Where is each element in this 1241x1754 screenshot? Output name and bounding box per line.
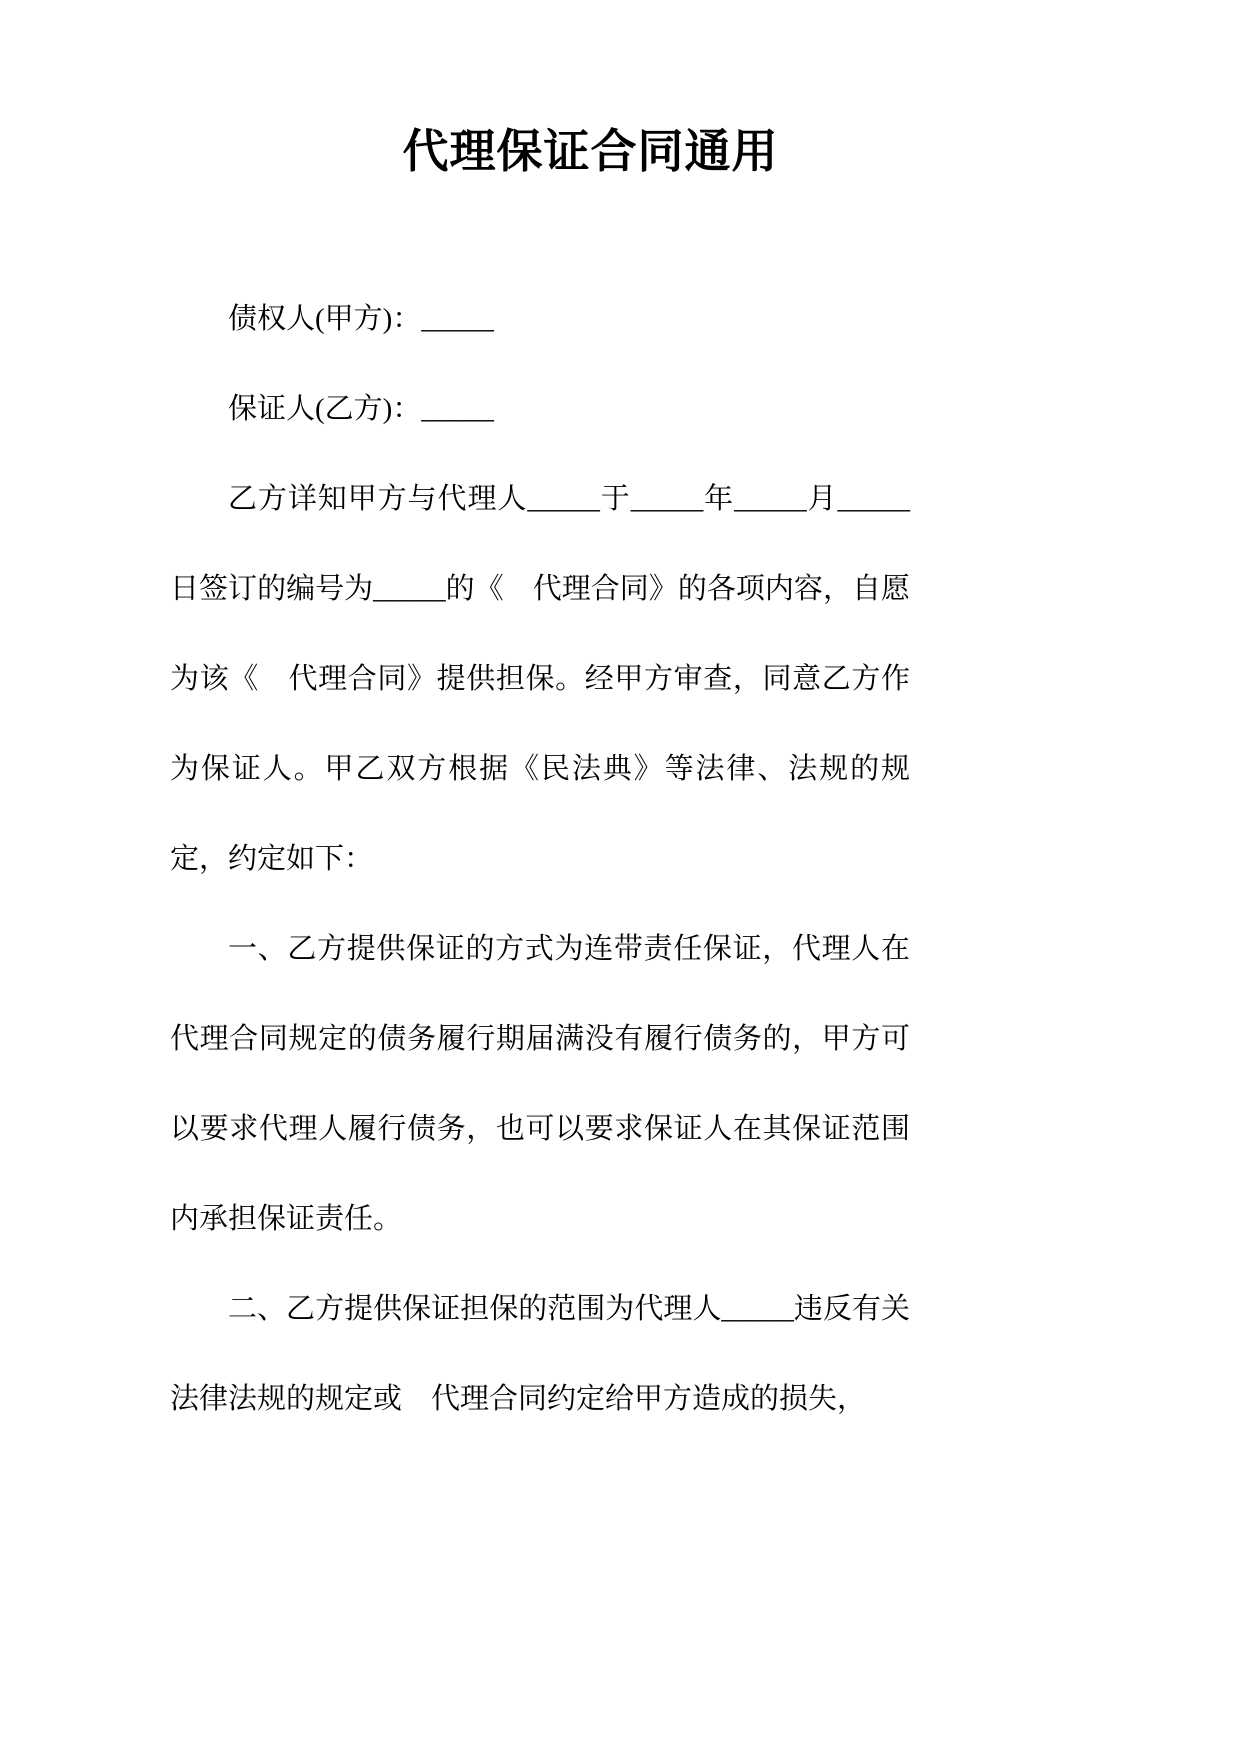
paragraph-preamble: 乙方详知甲方与代理人_____于_____年_____月_____日签订的编号为_____的《 代理合同》的各项内容，自愿为该《 代理合同》提供担保。经甲方审查，同意乙方作为保证人。甲乙双方根据《民法典》等法律、法规的规定，约定如下： (170, 482, 910, 875)
paragraph-guarantor-party-b: 保证人(乙方)：_____ (228, 392, 494, 425)
document-body (170, 274, 910, 1444)
paragraph-clause-1: 一、乙方提供保证的方式为连带责任保证，代理人在代理合同规定的债务履行期届满没有履行债务的，甲方可以要求代理人履行债务，也可以要求保证人在其保证范围内承担保证责任。 (170, 932, 910, 1235)
paragraph-creditor-party-a: 债权人(甲方)：_____ (228, 302, 494, 335)
paragraph-clause-2: 二、乙方提供保证担保的范围为代理人_____违反有关法律法规的规定或 代理合同约定给甲方造成的损失， (170, 1292, 910, 1415)
document-title: 代理保证合同通用 (402, 126, 779, 177)
